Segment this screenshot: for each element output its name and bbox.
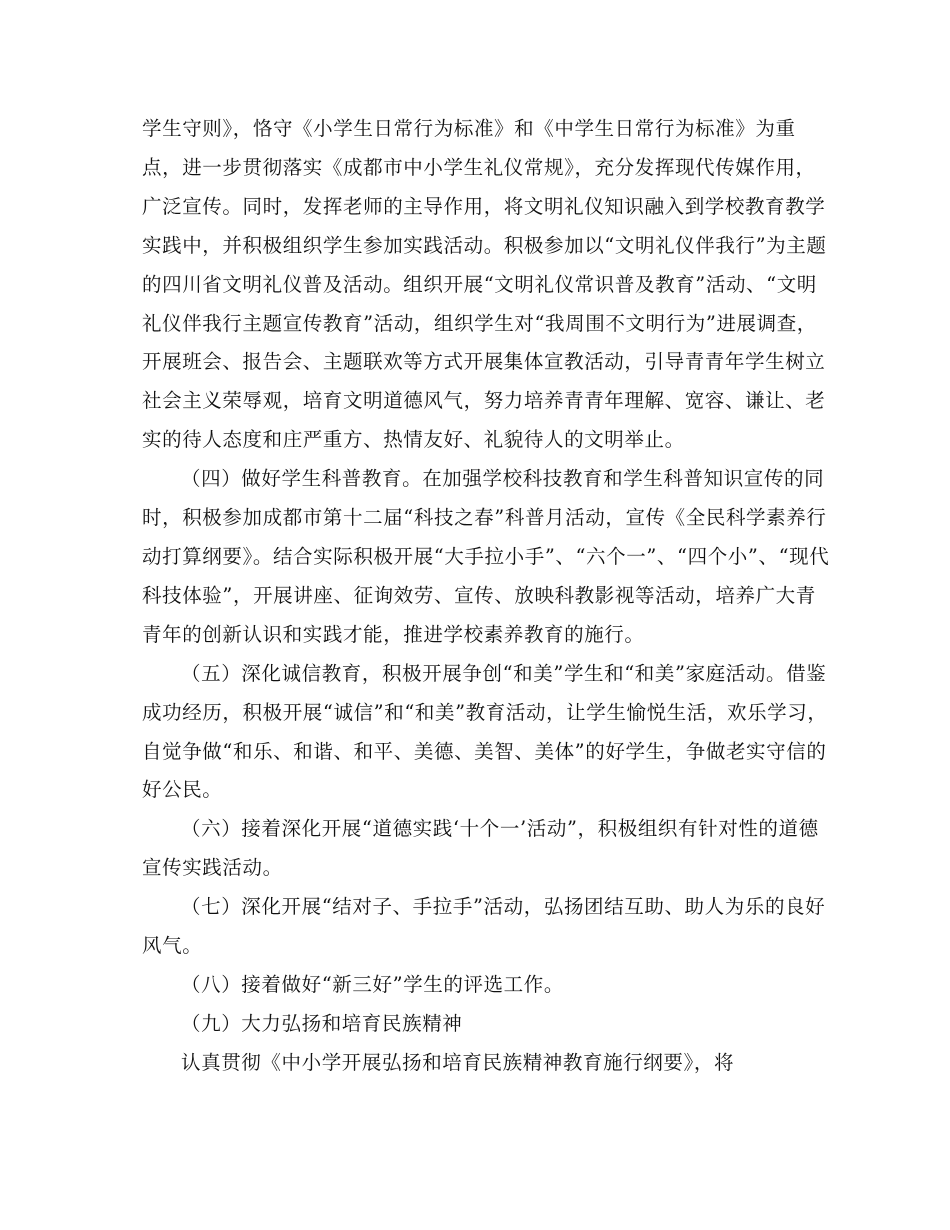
paragraph-moral-practice: （六）接着深化开展“道德实践‘十个一’活动”，积极组织有针对性的道德宣传实践活动。 bbox=[142, 817, 819, 880]
paragraph-pairing-activity: （七）深化开展“结对子、手拉手”活动，弘扬团结互助、助人为乐的良好风气。 bbox=[142, 895, 826, 958]
paragraph-etiquette-education: 学生守则》，恪守《小学生日常行为标准》和《中学生日常行为标准》为重点，进一步贯彻落实《成都市中小学生礼仪常规》，充分发挥现代传媒作用，广泛宣传。同时，发挥老师的主导作用，将文明礼仪知识融入到学校教育教学实践中，并积极组织学生参加实践活动。积极参加以“文明礼仪伴我行”为主题的四川省文明礼仪普及活动。组织开展“文明礼仪常识普及教育”活动、“文明礼仪伴我行主题宣传教育”活动，组织学生对“我周围不文明行为”进展调查，开展班会、报告会、主题联欢等方式开展集体宣教活动，引导青青年学生树立社会主义荣辱观，培育文明道德风气，努力培养青青年理解、宽容、谦让、老实的待人态度和庄严重方、热情友好、礼貌待人的文明举止。 bbox=[142, 117, 827, 452]
paragraph-national-spirit-body: 认真贯彻《中小学开展弘扬和培育民族精神教育施行纲要》，将 bbox=[181, 1050, 735, 1074]
paragraph-integrity-education: （五）深化诚信教育，积极开展争创“和美”学生和“和美”家庭活动。借鉴成功经历，积极开展“诚信”和“和美”教育活动，让学生愉悦生活，欢乐学习，自觉争做“和乐、和谐、和平、美德、美智、美体”的好学生，争做老实守信的好公民。 bbox=[142, 661, 828, 802]
paragraph-science-education: （四）做好学生科普教育。在加强学校科技教育和学生科普知识宣传的同时，积极参加成都市第十二届“科技之春”科普月活动，宣传《全民科学素养行动打算纲要》。结合实际积极开展“大手拉小手”、“六个一”、“四个小”、“现代科技体验”，开展讲座、征询效劳、宣传、放映科教影视等活动，培养广大青青年的创新认识和实践才能，推进学校素养教育的施行。 bbox=[142, 467, 830, 646]
paragraph-national-spirit-heading: （九）大力弘扬和培育民族精神 bbox=[181, 1011, 463, 1035]
document-body bbox=[142, 110, 832, 1083]
paragraph-three-good-selection: （八）接着做好“新三好”学生的评选工作。 bbox=[181, 972, 564, 996]
